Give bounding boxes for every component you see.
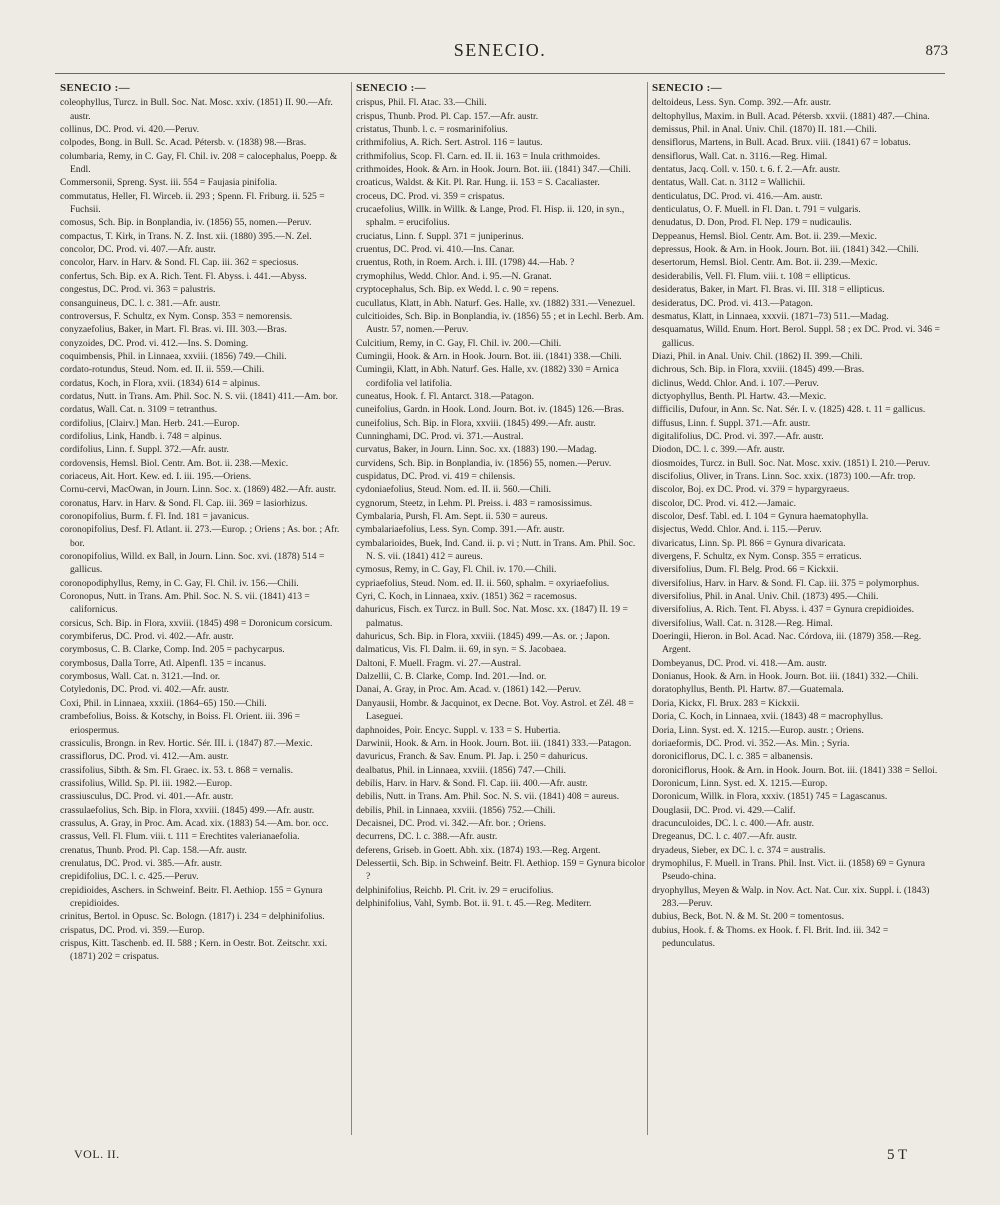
index-entry: cypriaefolius, Steud. Nom. ed. II. ii. 560, sphalm. = oxyriaefolius. xyxy=(356,577,610,589)
index-entry: confertus, Sch. Bip. ex A. Rich. Tent. Fl. Abyss. i. 441.—Abyss. xyxy=(60,270,307,282)
index-entry: corsicus, Sch. Bip. in Flora, xxviii. (1845) 498 = Doronicum corsicum. xyxy=(60,617,333,629)
index-entry: cuneifolius, Sch. Bip. in Flora, xxviii. (1845) 499.—Afr. austr. xyxy=(356,417,596,429)
index-column-3 xyxy=(652,82,942,1137)
index-entry: coronopifolius, Desf. Fl. Atlant. ii. 273.—Europ. ; Oriens ; As. bor. ; Afr. bor. xyxy=(60,524,340,549)
index-entry: dahuricus, Fisch. ex Turcz. in Bull. Soc. Nat. Mosc. xx. (1847) II. 19 = palmatus. xyxy=(356,604,628,629)
index-entry: Cotyledonis, DC. Prod. vi. 402.—Afr. austr. xyxy=(60,684,229,696)
index-entry: Dalzellii, C. B. Clarke, Comp. Ind. 201.—Ind. or. xyxy=(356,671,547,683)
index-entry: conyzoides, DC. Prod. vi. 412.—Ins. S. Doming. xyxy=(60,337,249,349)
index-entry: densiflorus, Wall. Cat. n. 3116.—Reg. Himal. xyxy=(652,150,828,162)
index-entry: desiderabilis, Vell. Fl. Flum. viii. t. 108 = ellipticus. xyxy=(652,270,851,282)
index-entry: Danai, A. Gray, in Proc. Am. Acad. v. (1861) 142.—Peruv. xyxy=(356,684,582,696)
page-number: 873 xyxy=(925,43,948,59)
index-entry: doroniciflorus, Hook. & Arn. in Hook. Journ. Bot. iii. (1841) 338 = Selloi. xyxy=(652,764,938,776)
index-entry: dryophyllus, Meyen & Walp. in Nov. Act. Nat. Cur. xix. Suppl. i. (1843) 283.—Peruv. xyxy=(652,884,930,909)
index-entry: Doronicum, Linn. Syst. ed. X. 1215.—Europ. xyxy=(652,777,828,789)
index-entry: deferens, Griseb. in Goett. Abh. xix. (1874) 193.—Reg. Argent. xyxy=(356,844,601,856)
index-entry: cuspidatus, DC. Prod. vi. 419 = chilensis. xyxy=(356,470,516,482)
index-entry: Cumingii, Klatt, in Abh. Naturf. Ges. Halle, xv. (1882) 330 = Arnica cordifolia vel latifolia. xyxy=(356,364,619,389)
running-head xyxy=(0,40,1000,68)
index-entry: diosmoides, Turcz. in Bull. Soc. Nat. Mosc. xxiv. (1851) I. 210.—Peruv. xyxy=(652,457,931,469)
index-entry: corymbosus, Dalla Torre, Atl. Alpenfl. 135 = incanus. xyxy=(60,657,266,669)
index-entry: Diodon, DC. l. c. 399.—Afr. austr. xyxy=(652,444,785,456)
index-entry: Coronopus, Nutt. in Trans. Am. Phil. Soc. N. S. vii. (1841) 413 = californicus. xyxy=(60,591,310,616)
index-entry: desideratus, Baker, in Mart. Fl. Bras. vi. III. 318 = ellipticus. xyxy=(652,284,885,296)
index-entry: concolor, DC. Prod. vi. 407.—Afr. austr. xyxy=(60,244,216,256)
index-entry: Doria, Linn. Syst. ed. X. 1215.—Europ. austr. ; Oriens. xyxy=(652,724,864,736)
entry-list xyxy=(652,96,942,950)
index-entry: cristatus, Thunb. l. c. = rosmarinifolius. xyxy=(356,124,508,136)
index-entry: Commersonii, Spreng. Syst. iii. 554 = Faujasia pinifolia. xyxy=(60,177,277,189)
index-entry: desertorum, Hemsl. Biol. Centr. Am. Bot. ii. 239.—Mexic. xyxy=(652,257,878,269)
index-entry: Dregeanus, DC. l. c. 407.—Afr. austr. xyxy=(652,831,797,843)
index-entry: corymbiferus, DC. Prod. vi. 402.—Afr. austr. xyxy=(60,631,234,643)
index-entry: cruentus, Roth, in Roem. Arch. i. III. (1798) 44.—Hab. ? xyxy=(356,257,575,269)
column-heading: SENECIO :— xyxy=(652,82,722,94)
index-entry: crassifolius, Sibth. & Sm. Fl. Graec. ix. 53. t. 868 = vernalis. xyxy=(60,764,293,776)
index-entry: depressus, Hook. & Arn. in Hook. Journ. Bot. iii. (1841) 342.—Chili. xyxy=(652,244,919,256)
index-entry: dalmaticus, Vis. Fl. Dalm. ii. 69, in syn. = S. Jacobaea. xyxy=(356,644,567,656)
index-entry: consanguineus, DC. l. c. 381.—Afr. austr. xyxy=(60,297,221,309)
index-entry: compactus, T. Kirk, in Trans. N. Z. Inst. xii. (1880) 395.—N. Zel. xyxy=(60,230,312,242)
index-entry: Daltoni, F. Muell. Fragm. vi. 27.—Austral. xyxy=(356,657,521,669)
index-entry: crassiflorus, DC. Prod. vi. 412.—Am. austr. xyxy=(60,751,229,763)
index-entry: curvatus, Baker, in Journ. Linn. Soc. xx. (1883) 190.—Madag. xyxy=(356,444,597,456)
index-entry: crassulaefolius, Sch. Bip. in Flora, xxviii. (1845) 499.—Afr. austr. xyxy=(60,804,315,816)
index-entry: Deppeanus, Hemsl. Biol. Centr. Am. Bot. ii. 239.—Mexic. xyxy=(652,230,877,242)
index-entry: cymosus, Remy, in C. Gay, Fl. Chil. iv. 170.—Chili. xyxy=(356,564,557,576)
index-entry: crassus, Vell. Fl. Flum. viii. t. 111 = Erechtites valerianaefolia. xyxy=(60,831,300,843)
index-entry: debilis, Nutt. in Trans. Am. Phil. Soc. N. S. vii. (1841) 408 = aureus. xyxy=(356,791,620,803)
index-entry: colpodes, Bong. in Bull. Sc. Acad. Pétersb. v. (1838) 98.—Bras. xyxy=(60,137,307,149)
index-entry: doroniciflorus, DC. l. c. 385 = albanensis. xyxy=(652,751,813,763)
index-entry: crinitus, Bertol. in Opusc. Sc. Bologn. (1817) i. 234 = delphinifolius. xyxy=(60,911,325,923)
signature-mark: 5 T xyxy=(887,1147,908,1163)
index-entry: culcitioides, Sch. Bip. in Bonplandia, iv. (1856) 55 ; et in Lechl. Berb. Am. Austr. 57, nomen.—Peruv. xyxy=(356,310,644,336)
index-entry: croaticus, Waldst. & Kit. Pl. Rar. Hung. ii. 153 = S. Cacaliaster. xyxy=(356,177,600,189)
index-entry: commutatus, Heller, Fl. Wirceb. ii. 293 ; Spenn. Fl. Friburg. ii. 525 = Fuchsii. xyxy=(60,190,325,216)
index-entry: coquimbensis, Phil. in Linnaea, xxviii. (1856) 749.—Chili. xyxy=(60,350,287,362)
index-entry: dictyophyllus, Benth. Pl. Hartw. 43.—Mexic. xyxy=(652,390,827,402)
index-entry: columbaria, Remy, in C. Gay, Fl. Chil. iv. 208 = calocephalus, Poepp. & Endl. xyxy=(60,150,338,176)
index-entry: crithmifolius, Scop. Fl. Carn. ed. II. ii. 163 = Inula crithmoides. xyxy=(356,150,601,162)
index-entry: decurrens, DC. l. c. 388.—Afr. austr. xyxy=(356,831,498,843)
index-entry: crispus, Phil. Fl. Atac. 33.—Chili. xyxy=(356,97,487,109)
index-entry: cryptocephalus, Sch. Bip. ex Wedd. l. c. 90 = repens. xyxy=(356,284,559,296)
index-entry: Coxi, Phil. in Linnaea, xxxiii. (1864–65) 150.—Chili. xyxy=(60,697,267,709)
index-column-1 xyxy=(60,82,350,1137)
index-entry: crenulatus, DC. Prod. vi. 385.—Afr. austr. xyxy=(60,857,223,869)
index-entry: crenatus, Thunb. Prod. Pl. Cap. 158.—Afr. austr. xyxy=(60,844,247,856)
index-entry: Cymbalaria, Pursh, Fl. Am. Sept. ii. 530 = aureus. xyxy=(356,511,548,522)
index-entry: Cornu-cervi, MacOwan, in Journ. Linn. Soc. x. (1869) 482.—Afr. austr. xyxy=(60,484,337,496)
index-entry: Doria, C. Koch, in Linnaea, xvii. (1843) 48 = macrophyllus. xyxy=(652,711,884,723)
index-entry: disjectus, Wedd. Chlor. And. i. 115.—Peruv. xyxy=(652,524,822,536)
index-entry: crambefolius, Boiss. & Kotschy, in Boiss. Fl. Orient. iii. 396 = eriospermus. xyxy=(60,711,301,736)
index-entry: crymophilus, Wedd. Chlor. And. i. 95.—N. Granat. xyxy=(356,270,552,282)
index-entry: crassulus, A. Gray, in Proc. Am. Acad. xix. (1883) 54.—Am. bor. occ. xyxy=(60,817,329,829)
index-entry: densiflorus, Martens, in Bull. Acad. Brux. viii. (1841) 67 = lobatus. xyxy=(652,137,911,149)
index-entry: divergens, F. Schultz, ex Nym. Consp. 355 = erraticus. xyxy=(652,551,862,563)
running-title: SENECIO. xyxy=(453,40,547,60)
index-entry: discolor, Boj. ex DC. Prod. vi. 379 = hypargyraeus. xyxy=(652,484,850,496)
index-entry: cordifolius, [Clairv.] Man. Herb. 241.—Europ. xyxy=(60,417,240,429)
index-entry: digitalifolius, DC. Prod. vi. 397.—Afr. austr. xyxy=(652,430,824,442)
index-entry: Danyausii, Hombr. & Jacquinot, ex Decne. Bot. Voy. Astrol. et Zél. 48 = Laseguei. xyxy=(356,697,634,723)
index-entry: Delessertii, Sch. Bip. in Schweinf. Beitr. Fl. Aethiop. 159 = Gynura bicolor ? xyxy=(356,857,645,883)
index-entry: cordato-rotundus, Steud. Nom. ed. II. ii. 559.—Chili. xyxy=(60,364,265,376)
index-entry: crithmoides, Hook. & Arn. in Hook. Journ. Bot. iii. (1841) 347.—Chili. xyxy=(356,164,631,176)
index-entry: cydoniaefolius, Steud. Nom. ed. II. ii. 560.—Chili. xyxy=(356,484,552,496)
index-entry: controversus, F. Schultz, ex Nym. Consp. 353 = nemorensis. xyxy=(60,310,293,322)
entry-list xyxy=(356,96,646,910)
index-entry: crassiusculus, DC. Prod. vi. 401.—Afr. austr. xyxy=(60,791,234,803)
index-entry: dealbatus, Phil. in Linnaea, xxviii. (1856) 747.—Chili. xyxy=(356,764,566,776)
index-entry: dubius, Hook. f. & Thoms. ex Hook. f. Fl. Brit. Ind. iii. 342 = pedunculatus. xyxy=(652,924,889,949)
index-entry: dentatus, Wall. Cat. n. 3112 = Wallichii. xyxy=(652,177,806,189)
index-entry: cordovensis, Hemsl. Biol. Centr. Am. Bot. ii. 238.—Mexic. xyxy=(60,457,289,469)
index-entry: coronopodiphyllus, Remy, in C. Gay, Fl. Chil. iv. 156.—Chili. xyxy=(60,577,299,589)
index-entry: coronopifolius, Willd. ex Ball, in Journ. Linn. Soc. xvi. (1878) 514 = gallicus. xyxy=(60,551,325,576)
index-entry: crepidioides, Aschers. in Schweinf. Beitr. Fl. Aethiop. 155 = Gynura crepidioides. xyxy=(60,884,323,909)
index-entry: crispus, Kitt. Taschenb. ed. II. 588 ; Kern. in Oestr. Bot. Zeitschr. xxi. (1871) 202 = crispatus. xyxy=(60,938,328,963)
index-entry: doratophyllus, Benth. Pl. Hartw. 87.—Guatemala. xyxy=(652,684,844,696)
index-entry: crucaefolius, Willk. in Willk. & Lange, Prod. Fl. Hisp. ii. 120, in syn., sphalm. = erucifolius. xyxy=(356,204,625,229)
index-entry: Diazi, Phil. in Anal. Univ. Chil. (1862) II. 399.—Chili. xyxy=(652,350,863,362)
index-entry: cymbalarioides, Buek, Ind. Cand. ii. p. vi ; Nutt. in Trans. Am. Phil. Soc. N. S. vii. (1841) 412 = aureus. xyxy=(356,537,636,563)
index-entry: coronopifolius, Burm. f. Fl. Ind. 181 = javanicus. xyxy=(60,511,250,522)
index-entry: dahuricus, Sch. Bip. in Flora, xxviii. (1845) 499.—As. or. ; Japon. xyxy=(356,631,610,643)
index-entry: concolor, Harv. in Harv. & Sond. Fl. Cap. iii. 362 = speciosus. xyxy=(60,257,299,269)
index-entry: coriaceus, Ait. Hort. Kew. ed. I. iii. 195.—Oriens. xyxy=(60,470,252,482)
index-entry: divaricatus, Linn. Sp. Pl. 866 = Gynura divaricata. xyxy=(652,537,846,549)
index-entry: diversifolius, Phil. in Anal. Univ. Chil. (1873) 495.—Chili. xyxy=(652,591,879,603)
index-entry: daphnoides, Poir. Encyc. Suppl. v. 133 = S. Hubertia. xyxy=(356,724,561,736)
index-entry: desmatus, Klatt, in Linnaea, xxxvii. (1871–73) 511.—Madag. xyxy=(652,310,889,322)
index-entry: debilis, Phil. in Linnaea, xxviii. (1856) 752.—Chili. xyxy=(356,804,556,816)
index-entry: dentatus, Jacq. Coll. v. 150. t. 6. f. 2.—Afr. austr. xyxy=(652,164,841,176)
index-entry: cordatus, Nutt. in Trans. Am. Phil. Soc. N. S. vii. (1841) 411.—Am. bor. xyxy=(60,390,338,402)
index-entry: dichrous, Sch. Bip. in Flora, xxviii. (1845) 499.—Bras. xyxy=(652,364,865,376)
index-entry: deltophyllus, Maxim. in Bull. Acad. Pétersb. xxvii. (1881) 487.—China. xyxy=(652,110,930,122)
index-entry: denticulatus, DC. Prod. vi. 416.—Am. austr. xyxy=(652,190,823,202)
index-entry: crassifolius, Willd. Sp. Pl. iii. 1982.—Europ. xyxy=(60,777,233,789)
index-entry: diffusus, Linn. f. Suppl. 371.—Afr. austr. xyxy=(652,417,811,429)
index-entry: dryadeus, Sieber, ex DC. l. c. 374 = australis. xyxy=(652,844,826,856)
index-entry: cucullatus, Klatt, in Abh. Naturf. Ges. Halle, xv. (1882) 331.—Venezuel. xyxy=(356,297,636,309)
index-column-2 xyxy=(356,82,646,1137)
index-entry: doriaeformis, DC. Prod. vi. 352.—As. Min. ; Syria. xyxy=(652,737,850,749)
index-entry: crassiculis, Brongn. in Rev. Hortic. Sér. III. i. (1847) 87.—Mexic. xyxy=(60,737,313,749)
index-entry: diclinus, Wedd. Chlor. And. i. 107.—Peruv. xyxy=(652,377,819,389)
index-entry: davuricus, Franch. & Sav. Enum. Pl. Jap. i. 250 = dahuricus. xyxy=(356,751,588,763)
index-entry: desquamatus, Willd. Enum. Hort. Berol. Suppl. 58 ; ex DC. Prod. vi. 346 = gallicus. xyxy=(652,324,940,349)
index-entry: delphinifolius, Vahl, Symb. Bot. ii. 91. t. 45.—Reg. Mediterr. xyxy=(356,897,592,909)
index-entry: delphinifolius, Reichb. Pl. Crit. iv. 29 = erucifolius. xyxy=(356,884,554,896)
column-heading: SENECIO :— xyxy=(60,82,130,94)
index-entry: crithmifolius, A. Rich. Sert. Astrol. 116 = lautus. xyxy=(356,137,543,149)
index-entry: Dombeyanus, DC. Prod. vi. 418.—Am. austr. xyxy=(652,657,827,669)
column-heading: SENECIO :— xyxy=(356,82,426,94)
index-entry: conyzaefolius, Baker, in Mart. Fl. Bras. vi. III. 303.—Bras. xyxy=(60,324,287,336)
index-entry: Doria, Kickx, Fl. Brux. 283 = Kickxii. xyxy=(652,697,800,709)
column-divider xyxy=(351,82,352,1135)
index-entry: Cumingii, Hook. & Arn. in Hook. Journ. Bot. iii. (1841) 338.—Chili. xyxy=(356,350,622,362)
entry-list xyxy=(60,96,350,963)
index-entry: discolor, DC. Prod. vi. 412.—Jamaic. xyxy=(652,497,797,509)
index-entry: discolor, Desf. Tabl. ed. I. 104 = Gynura haematophylla. xyxy=(652,511,869,522)
index-entry: denudatus, D. Don, Prod. Fl. Nep. 179 = nudicaulis. xyxy=(652,217,852,229)
index-entry: cordatus, Wall. Cat. n. 3109 = tetranthus. xyxy=(60,404,218,416)
index-entry: Culcitium, Remy, in C. Gay, Fl. Chil. iv. 200.—Chili. xyxy=(356,337,562,349)
index-entry: cordifolius, Linn. f. Suppl. 372.—Afr. austr. xyxy=(60,444,229,456)
index-entry: croceus, DC. Prod. vi. 359 = crispatus. xyxy=(356,190,505,202)
index-entry: corymbosus, Wall. Cat. n. 3121.—Ind. or. xyxy=(60,671,221,683)
column-divider xyxy=(647,82,648,1135)
index-entry: Doeringii, Hieron. in Bol. Acad. Nac. Córdova, iii. (1879) 358.—Reg. Argent. xyxy=(652,631,922,656)
index-entry: comosus, Sch. Bip. in Bonplandia, iv. (1856) 55, nomen.—Peruv. xyxy=(60,217,312,229)
volume-label: VOL. II. xyxy=(74,1147,120,1161)
header-rule xyxy=(55,73,945,74)
index-entry: desideratus, DC. Prod. vi. 413.—Patagon. xyxy=(652,297,813,309)
index-entry: congestus, DC. Prod. vi. 363 = palustris. xyxy=(60,284,216,296)
index-entry: cruentus, DC. Prod. vi. 410.—Ins. Canar. xyxy=(356,244,515,256)
index-entry: cordifolius, Link, Handb. i. 748 = alpinus. xyxy=(60,430,222,442)
index-entry: Doronicum, Willk. in Flora, xxxiv. (1851) 745 = Lagascanus. xyxy=(652,791,888,803)
index-entry: cymbalariaefolius, Less. Syn. Comp. 391.—Afr. austr. xyxy=(356,524,565,536)
index-entry: crispatus, DC. Prod. vi. 359.—Europ. xyxy=(60,924,205,936)
index-entry: coleophyllus, Turcz. in Bull. Soc. Nat. Mosc. xxiv. (1851) II. 90.—Afr. austr. xyxy=(60,97,333,122)
index-entry: dracunculoides, DC. l. c. 400.—Afr. austr. xyxy=(652,817,814,829)
index-entry: Douglasii, DC. Prod. vi. 429.—Calif. xyxy=(652,804,796,816)
index-entry: diversifolius, A. Rich. Tent. Fl. Abyss. i. 437 = Gynura crepidioides. xyxy=(652,604,914,616)
index-entry: cordatus, Koch, in Flora, xvii. (1834) 614 = alpinus. xyxy=(60,377,261,389)
index-entry: cuneifolius, Gardn. in Hook. Lond. Journ. Bot. iv. (1845) 126.—Bras. xyxy=(356,404,624,416)
index-entry: difficilis, Dufour, in Ann. Sc. Nat. Sér. I. v. (1825) 428. t. 11 = gallicus. xyxy=(652,404,926,416)
index-entry: cuneatus, Hook. f. Fl. Antarct. 318.—Patagon. xyxy=(356,390,534,402)
index-entry: debilis, Harv. in Harv. & Sond. Fl. Cap. iii. 400.—Afr. austr. xyxy=(356,777,588,789)
index-entry: Darwinii, Hook. & Arn. in Hook. Journ. Bot. iii. (1841) 333.—Patagon. xyxy=(356,737,632,749)
index-entry: Donianus, Hook. & Arn. in Hook. Journ. Bot. iii. (1841) 332.—Chili. xyxy=(652,671,919,683)
index-entry: Cunninghami, DC. Prod. vi. 371.—Austral. xyxy=(356,430,524,442)
index-entry: cruciatus, Linn. f. Suppl. 371 = juniperinus. xyxy=(356,230,524,242)
index-entry: diversifolius, Dum. Fl. Belg. Prod. 66 = Kickxii. xyxy=(652,564,839,576)
index-entry: diversifolius, Harv. in Harv. & Sond. Fl. Cap. iii. 375 = polymorphus. xyxy=(652,577,920,589)
index-entry: crispus, Thunb. Prod. Pl. Cap. 157.—Afr. austr. xyxy=(356,110,539,122)
index-entry: deltoideus, Less. Syn. Comp. 392.—Afr. austr. xyxy=(652,97,832,109)
index-entry: curvidens, Sch. Bip. in Bonplandia, iv. (1856) 55, nomen.—Peruv. xyxy=(356,457,612,469)
index-entry: collinus, DC. Prod. vi. 420.—Peruv. xyxy=(60,124,200,136)
index-entry: corymbosus, C. B. Clarke, Comp. Ind. 205 = pachycarpus. xyxy=(60,644,285,656)
index-entry: discifolius, Oliver, in Trans. Linn. Soc. xxix. (1873) 100.—Afr. trop. xyxy=(652,470,916,482)
index-entry: coronatus, Harv. in Harv. & Sond. Fl. Cap. iii. 369 = lasiorhizus. xyxy=(60,497,308,509)
index-entry: cygnorum, Steetz, in Lehm. Pl. Preiss. i. 483 = ramosissimus. xyxy=(356,497,593,509)
index-entry: denticulatus, O. F. Muell. in Fl. Dan. t. 791 = vulgaris. xyxy=(652,204,861,216)
index-entry: demissus, Phil. in Anal. Univ. Chil. (1870) II. 181.—Chili. xyxy=(652,124,877,136)
index-entry: crepidifolius, DC. l. c. 425.—Peruv. xyxy=(60,871,199,883)
index-entry: drymophilus, F. Muell. in Trans. Phil. Inst. Vict. ii. (1858) 69 = Gynura Pseudo-china. xyxy=(652,857,926,883)
index-entry: diversifolius, Wall. Cat. n. 3128.—Reg. Himal. xyxy=(652,617,833,629)
index-entry: Decaisnei, DC. Prod. vi. 342.—Afr. bor. ; Oriens. xyxy=(356,817,546,829)
index-entry: Cyri, C. Koch, in Linnaea, xxiv. (1851) 362 = racemosus. xyxy=(356,591,577,603)
index-entry: dubius, Beck, Bot. N. & M. St. 200 = tomentosus. xyxy=(652,911,844,923)
